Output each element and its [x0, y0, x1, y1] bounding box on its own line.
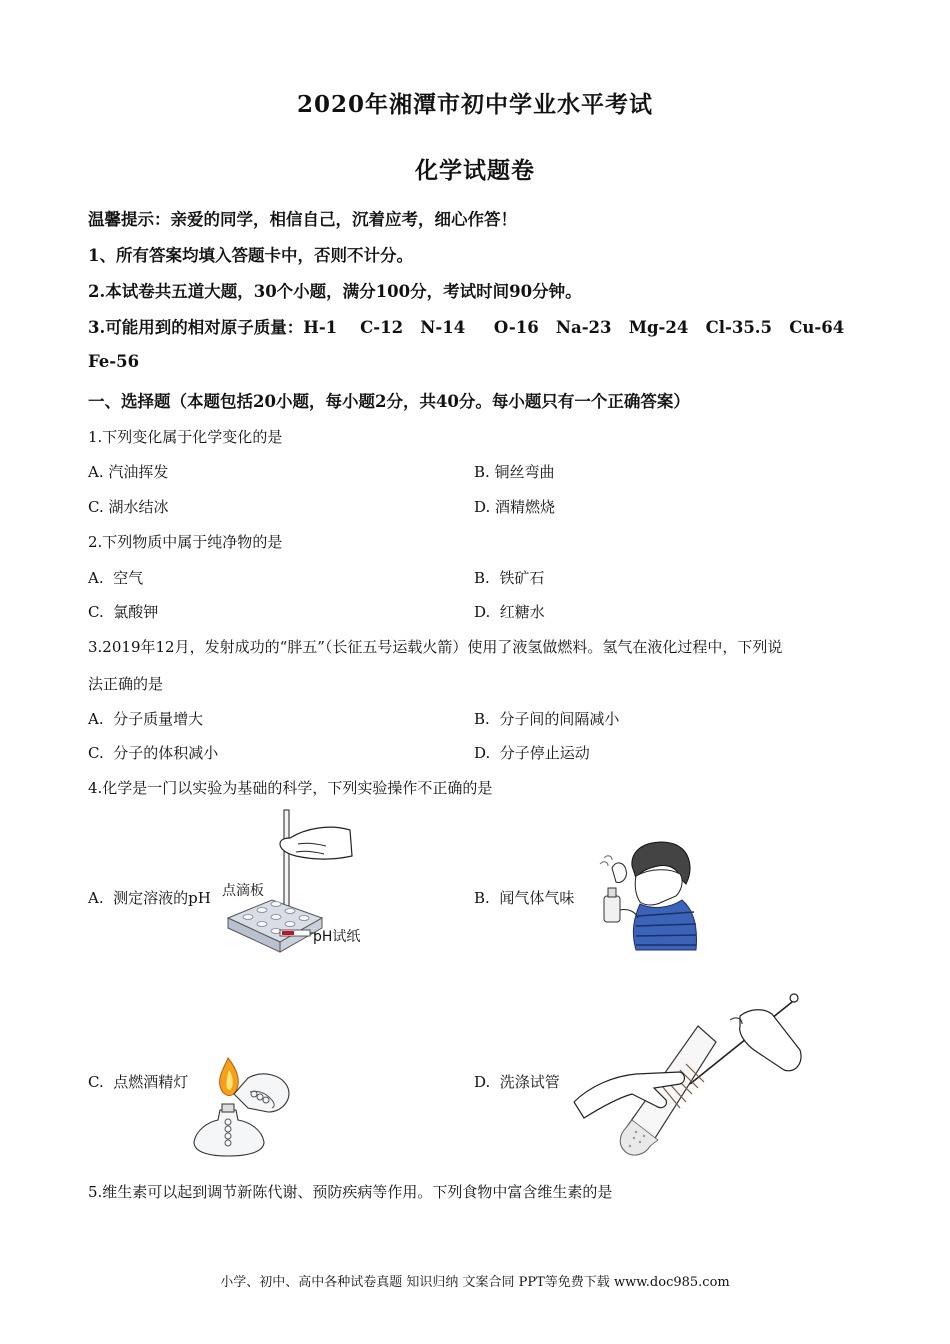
- washing-test-tube-illustration: [570, 990, 810, 1165]
- section-heading: 一、选择题（本题包括20小题，每小题2分，共40分。每小题只有一个正确答案）: [88, 392, 690, 411]
- question-4-option-c: C. 点燃酒精灯: [88, 1073, 189, 1091]
- question-1-option-d: D. 酒精燃烧: [474, 498, 556, 516]
- dropping-plate-label: 点滴板: [222, 883, 264, 899]
- smelling-gas-illustration: [590, 838, 700, 953]
- question-2-stem: 2.下列物质中属于纯净物的是: [88, 533, 283, 551]
- question-4-option-b: B. 闻气体气味: [474, 889, 575, 907]
- exam-subtitle: 化学试题卷: [415, 157, 535, 184]
- question-2-option-d: D. 红糖水: [474, 603, 545, 621]
- tip-text: 温馨提示：亲爱的同学，相信自己，沉着应考，细心作答！: [88, 210, 517, 229]
- instruction-line-2: 2.本试卷共五道大题，30个小题，满分100分，考试时间90分钟。: [88, 282, 582, 301]
- instruction-line-3: 3.可能用到的相对原子质量：H-1 C-12 N-14 O-16 Na-23 Mg-24 Cl-35.5 Cu-64: [88, 318, 845, 337]
- instruction-line-4: Fe-56: [88, 352, 140, 371]
- question-3-option-b: B. 分子间的间隔减小: [474, 710, 620, 728]
- question-3-option-d: D. 分子停止运动: [474, 744, 590, 762]
- question-2-option-a: A. 空气: [88, 569, 144, 587]
- question-3-stem-line-1: 3.2019年12月，发射成功的“胖五”（长征五号运载火箭）使用了液氢做燃料。氢气在液化过程中，下列说: [88, 638, 783, 656]
- question-4-option-d: D. 洗涤试管: [474, 1073, 560, 1091]
- question-1-option-b: B. 铜丝弯曲: [474, 463, 555, 481]
- question-4-stem: 4.化学是一门以实验为基础的科学，下列实验操作不正确的是: [88, 779, 493, 797]
- question-2-option-b: B. 铁矿石: [474, 569, 545, 587]
- question-3-stem-line-2: 法正确的是: [88, 675, 164, 693]
- question-4-option-a: A. 测定溶液的pH: [88, 889, 211, 907]
- question-1-option-c: C. 湖水结冰: [88, 498, 169, 516]
- question-1-stem: 1.下列变化属于化学变化的是: [88, 428, 283, 446]
- question-3-option-a: A. 分子质量增大: [88, 710, 204, 728]
- exam-title: 2020年湘潭市初中学业水平考试: [296, 91, 653, 118]
- question-5-stem: 5.维生素可以起到调节新陈代谢、预防疾病等作用。下列食物中富含维生素的是: [88, 1183, 613, 1201]
- question-2-option-c: C. 氯酸钾: [88, 603, 159, 621]
- question-3-option-c: C. 分子的体积减小: [88, 744, 219, 762]
- instruction-line-1: 1、所有答案均填入答题卡中，否则不计分。: [88, 246, 413, 265]
- page-footer: 小学、初中、高中各种试卷真题 知识归纳 文案合同 PPT等免费下载 www.doc985.com: [220, 1275, 730, 1290]
- lighting-alcohol-lamp-illustration: [192, 1050, 302, 1160]
- ph-paper-label: pH试纸: [313, 929, 361, 945]
- question-1-option-a: A. 汽油挥发: [88, 463, 169, 481]
